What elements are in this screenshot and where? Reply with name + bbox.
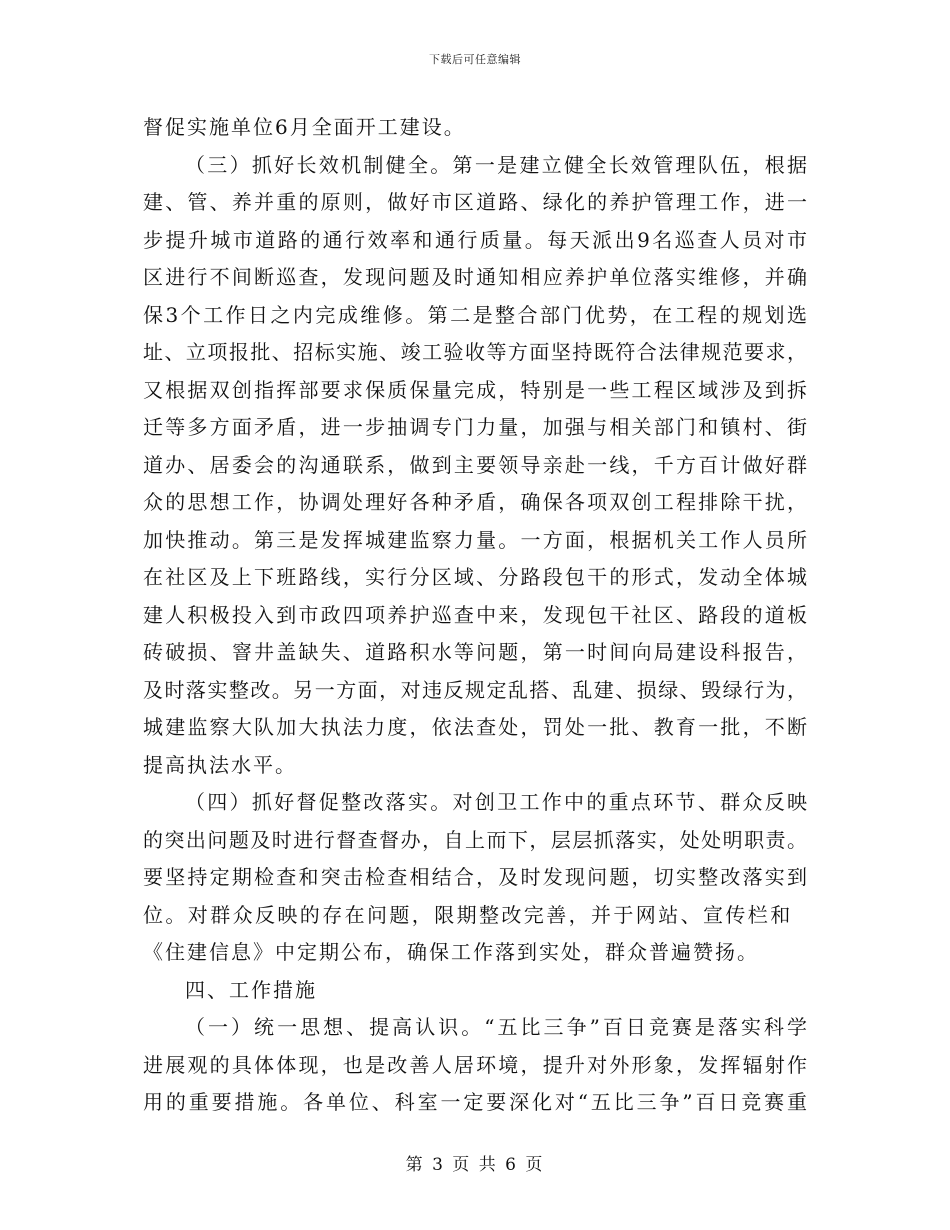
body-line: （四）抓好督促整改落实。对创卫工作中的重点环节、群众反映 xyxy=(185,790,808,814)
body-line: 及时落实整改。另一方面，对违反规定乱搭、乱建、损绿、毁绿行为， xyxy=(143,677,808,702)
body-line: 要坚持定期检查和突击检查相结合，及时发现问题，切实整改落实到 xyxy=(143,865,808,889)
body-line: 区进行不间断巡查，发现问题及时通知相应养护单位落实维修，并确 xyxy=(143,265,808,289)
body-text xyxy=(143,109,808,1122)
paragraph xyxy=(143,1009,808,1122)
body-line: （一）统一思想、提高认识。“五比三争”百日竞赛是落实科学 xyxy=(185,1015,808,1039)
body-line: 砖破损、窨井盖缺失、道路积水等问题，第一时间向局建设科报告， xyxy=(143,640,808,664)
body-line: 建、管、养并重的原则，做好市区道路、绿化的养护管理工作，进一 xyxy=(143,190,808,214)
body-line: 保3个工作日之内完成维修。第二是整合部门优势，在工程的规划选 xyxy=(143,302,808,327)
section-heading xyxy=(143,972,808,1010)
body-line: 迁等多方面矛盾，进一步抽调专门力量，加强与相关部门和镇村、街 xyxy=(143,415,808,439)
body-line: 提高执法水平。 xyxy=(143,752,297,777)
page-number: 第 3 页 共 6 页 xyxy=(405,1155,545,1175)
body-line: 《住建信息》中定期公布，确保工作落到实处，群众普遍赞扬。 xyxy=(143,940,759,964)
body-line: 址、立项报批、招标实施、竣工验收等方面坚持既符合法律规范要求， xyxy=(143,340,808,364)
header-note: 下载后可任意编辑 xyxy=(429,53,521,66)
body-line: 道办、居委会的沟通联系，做到主要领导亲赴一线，千方百计做好群 xyxy=(143,452,808,477)
body-line: 步提升城市道路的通行效率和通行质量。每天派出9名巡查人员对市 xyxy=(143,227,808,252)
body-line: 建人积极投入到市政四项养护巡查中来，发现包干社区、路段的道板 xyxy=(143,602,808,627)
body-line: 进展观的具体体现，也是改善人居环境，提升对外形象，发挥辐射作 xyxy=(143,1052,808,1077)
section-heading-text: 四、工作措施 xyxy=(185,977,317,1002)
body-line: 位。对群众反映的存在问题，限期整改完善，并于网站、宣传栏和 xyxy=(143,902,793,927)
body-line: 的突出问题及时进行督查督办，自上而下，层层抓落实，处处明职责。 xyxy=(143,827,808,852)
body-line: 督促实施单位6月全面开工建设。 xyxy=(143,115,466,139)
body-line: 城建监察大队加大执法力度，依法查处，罚处一批、教育一批，不断 xyxy=(143,715,808,739)
body-line: 加快推动。第三是发挥城建监察力量。一方面，根据机关工作人员所 xyxy=(143,527,808,552)
body-line: 众的思想工作，协调处理好各种矛盾，确保各项双创工程排除干扰， xyxy=(143,490,808,514)
body-line: 又根据双创指挥部要求保质保量完成，特别是一些工程区域涉及到拆 xyxy=(143,377,808,402)
body-line: （三）抓好长效机制健全。第一是建立健全长效管理队伍，根据 xyxy=(185,152,808,177)
paragraph xyxy=(143,109,808,147)
body-line: 在社区及上下班路线，实行分区域、分路段包干的形式，发动全体城 xyxy=(143,565,808,589)
paragraph xyxy=(143,147,808,785)
paragraph xyxy=(143,784,808,972)
body-line: 用的重要措施。各单位、科室一定要深化对“五比三争”百日竞赛重 xyxy=(143,1090,808,1114)
